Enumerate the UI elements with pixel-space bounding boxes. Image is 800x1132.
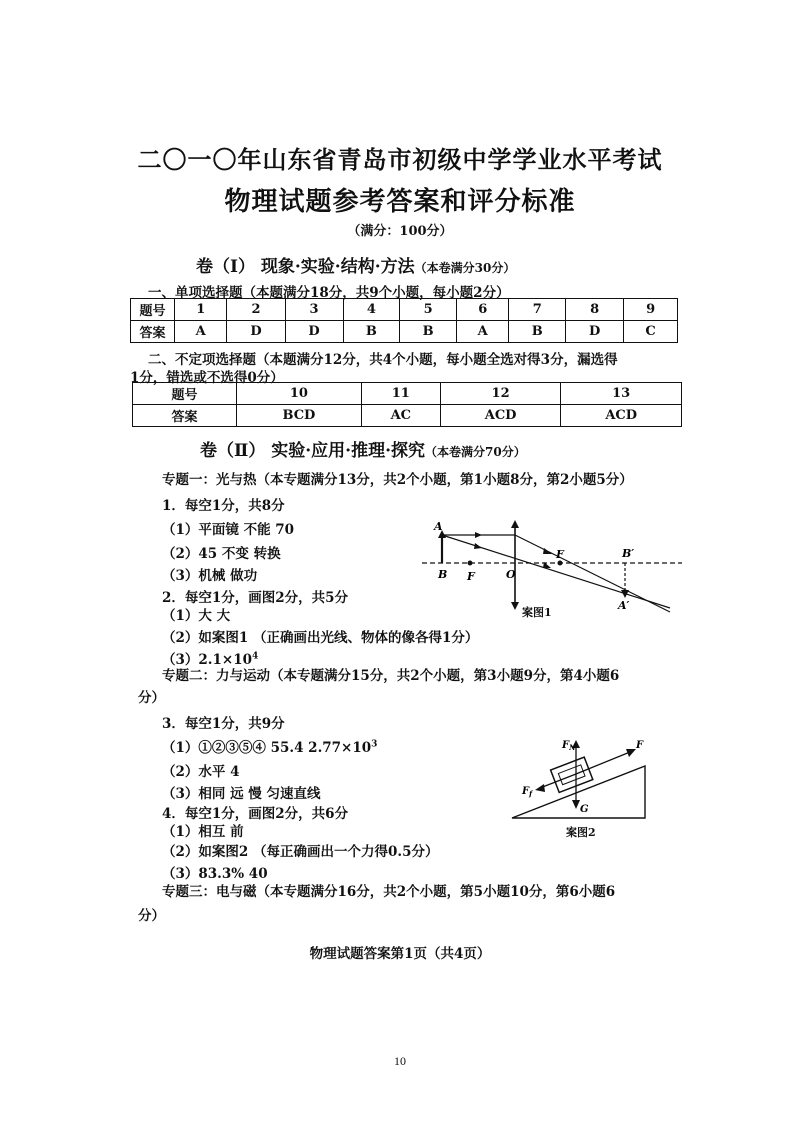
q3-line1-text: （1）①②③⑤④ 55.4 2.77×10 (162, 740, 372, 756)
figure-1-caption: 案图1 (522, 606, 552, 619)
ray-arrow (543, 548, 552, 554)
question-number: 4 (343, 299, 400, 321)
topic1-title: 专题一：光与热（本专题满分13分，共2个小题，第1小题8分，第2小题5分） (162, 472, 633, 488)
label-f-right: F (556, 548, 564, 561)
q2-line1: （1）大 大 (162, 608, 231, 624)
answer-cell: C (624, 321, 678, 343)
row-label: 题号 (133, 383, 237, 405)
label-b: B (438, 568, 448, 581)
q2-line3-base: （3）2.1×10 (162, 652, 252, 668)
label-g: G (580, 804, 589, 815)
part1-heading (196, 252, 515, 277)
question-number: 8 (566, 299, 624, 321)
question-number: 9 (624, 299, 678, 321)
answer-cell: D (285, 321, 343, 343)
ray-arrow (474, 543, 482, 549)
table-row (133, 383, 682, 405)
label-f: F (636, 740, 644, 751)
label-b-prime: B′ (622, 547, 635, 560)
focal-point-left (468, 561, 473, 566)
label-ff (521, 786, 534, 798)
part1-heading-text: 卷（Ⅰ） 现象·实验·结构·方法 (196, 257, 415, 277)
answer-cell: BCD (237, 405, 362, 427)
multi-choice-title-line1: 二、不定项选择题（本题满分12分，共4个小题，每小题全选对得3分，漏选得 (148, 352, 618, 368)
label-fn-main: F (562, 740, 570, 751)
row-label: 答案 (133, 405, 237, 427)
q1-line2: （2）45 不变 转换 (162, 546, 281, 562)
table-row (133, 405, 682, 427)
lens-bottom-arrow (511, 602, 519, 610)
part2-heading-note: （本卷满分70分） (425, 445, 526, 459)
single-choice-table (130, 298, 678, 343)
part1-heading-note: （本卷满分30分） (414, 261, 516, 275)
multi-choice-table (132, 382, 682, 427)
q3-line3: （3）相同 远 慢 匀速直线 (162, 786, 321, 802)
q4-line2: （2）如案图2 （每正确画出一个力得0.5分） (162, 844, 439, 860)
block-inner (558, 765, 585, 785)
lens-top-arrow (511, 520, 519, 528)
label-ff-main: F (522, 786, 530, 797)
q2-title: 2．每空1分，画图2分，共5分 (162, 590, 349, 606)
q4-line3: （3）83.3% 40 (162, 866, 268, 882)
q3-line1-exp: 3 (371, 739, 378, 750)
answer-cell: B (400, 321, 457, 343)
answer-cell: A (175, 321, 227, 343)
part2-heading-text: 卷（Ⅱ） 实验·应用·推理·探究 (200, 441, 426, 461)
question-number: 6 (457, 299, 509, 321)
single-choice-title: 一、单项选择题（本题满分18分，共9个小题，每小题2分） (148, 285, 510, 301)
label-a-prime: A′ (618, 599, 630, 612)
answer-cell: B (509, 321, 566, 343)
q3-title: 3．每空1分，共9分 (162, 716, 285, 732)
figure-2-caption: 案图2 (566, 826, 596, 839)
block-body (551, 757, 593, 792)
question-number: 11 (361, 383, 440, 405)
ray-arrow (475, 532, 482, 538)
question-number: 1 (175, 299, 227, 321)
label-f-left: F (467, 570, 475, 583)
question-number: 7 (509, 299, 566, 321)
table-row (131, 321, 678, 343)
friction-force-arrow (540, 774, 576, 788)
pull-force-arrow (576, 752, 630, 774)
document-title: 物理试题参考答案和评分标准 (224, 187, 576, 217)
q4-line1: （1）相互 前 (162, 824, 244, 840)
topic3-title-line2: 分） (138, 908, 165, 924)
q2-line3-exp: 4 (251, 651, 259, 662)
question-number: 3 (285, 299, 343, 321)
figure-2-incline-diagram (510, 736, 670, 826)
gravity-head (572, 800, 580, 809)
question-number: 12 (440, 383, 561, 405)
question-number: 5 (400, 299, 457, 321)
answer-cell: D (566, 321, 624, 343)
q3-line1 (162, 736, 377, 756)
q4-title: 4．每空1分，画图2分，共6分 (162, 806, 349, 822)
answer-cell: ACD (561, 405, 682, 427)
label-fn-sub: N (569, 743, 576, 752)
question-number: 10 (237, 383, 362, 405)
page-footer: 物理试题答案第1页（共4页） (309, 946, 491, 962)
focal-point-right (558, 561, 563, 566)
q1-line1: （1）平面镜 不能 70 (162, 522, 295, 538)
answer-cell: AC (361, 405, 440, 427)
answer-cell: D (227, 321, 285, 343)
full-score: （满分：100分） (347, 224, 453, 239)
figure-1-lens-diagram (420, 520, 685, 620)
label-fn (561, 740, 576, 752)
friction-force-head (535, 784, 545, 792)
row-label: 题号 (131, 299, 175, 321)
block (551, 757, 593, 792)
answer-cell: B (343, 321, 400, 343)
q2-line2: （2）如案图1 （正确画出光线、物体的像各得1分） (162, 630, 479, 646)
answer-cell: ACD (440, 405, 561, 427)
q1-title: 1．每空1分，共8分 (162, 498, 285, 514)
question-number: 13 (561, 383, 682, 405)
part2-heading (200, 436, 526, 461)
question-number: 2 (227, 299, 285, 321)
q1-line3: （3）机械 做功 (162, 568, 258, 584)
topic2-title-line1: 专题二：力与运动（本专题满分15分，共2个小题，第3小题9分，第4小题6 (162, 668, 620, 684)
row-label: 答案 (131, 321, 175, 343)
label-o: O (506, 568, 516, 581)
pull-force-head (626, 749, 636, 757)
q3-line2: （2）水平 4 (162, 764, 240, 780)
label-a: A (434, 520, 443, 533)
topic3-title-line1: 专题三：电与磁（本专题满分16分，共2个小题，第5小题10分，第6小题6 (162, 884, 616, 900)
page-number: 10 (394, 1054, 406, 1068)
multi-choice-title-line2: 1分，错选或不选得0分） (130, 370, 284, 386)
label-ff-sub: f (529, 789, 533, 798)
answer-cell: A (457, 321, 509, 343)
table-row (131, 299, 678, 321)
topic2-title-line2: 分） (138, 690, 165, 706)
exam-title: 二〇一〇年山东省青岛市初级中学学业水平考试 (137, 145, 663, 174)
